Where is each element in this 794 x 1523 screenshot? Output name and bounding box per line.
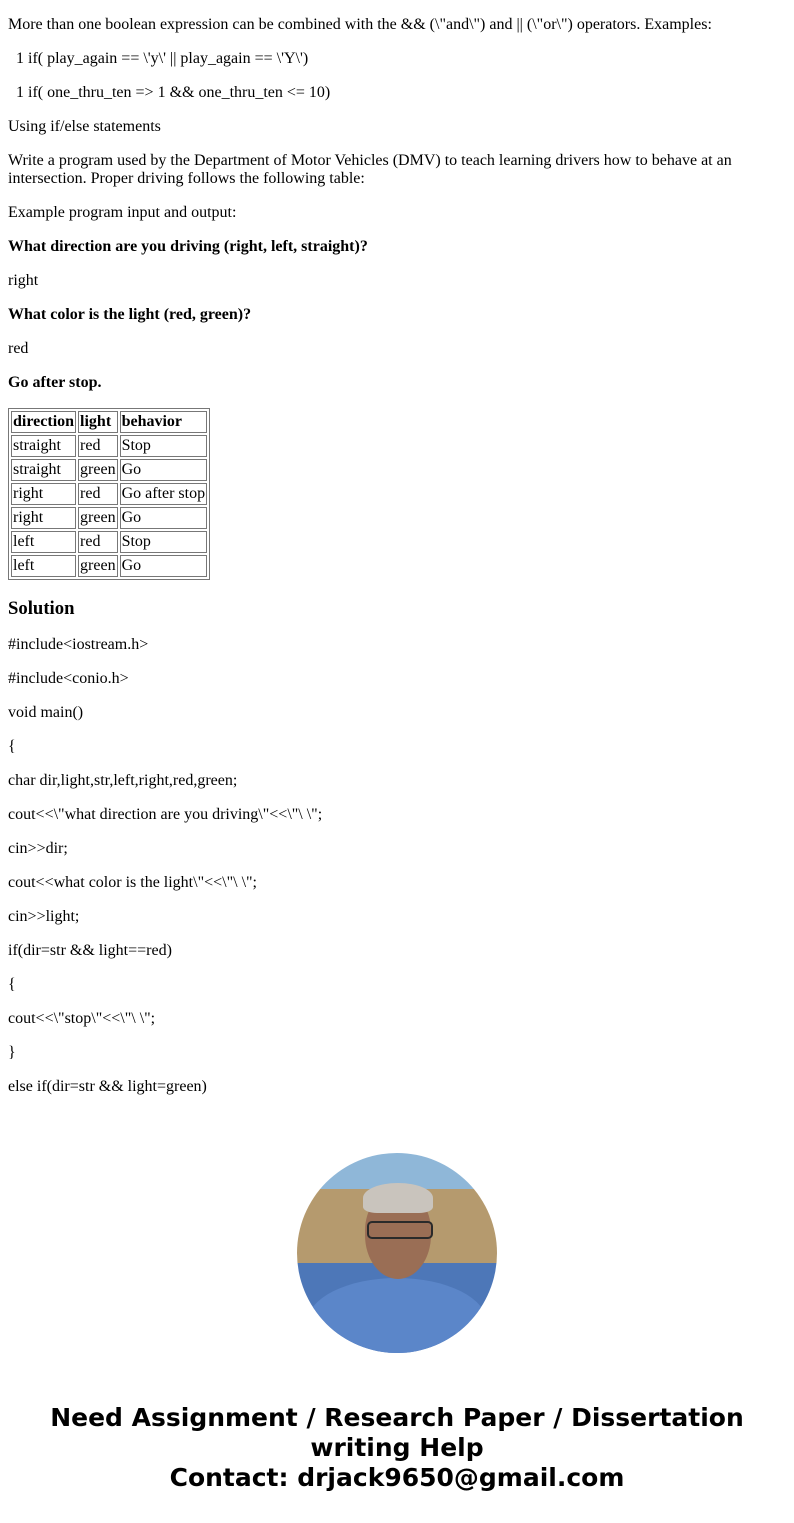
table-header-row: [11, 411, 207, 433]
code-line: else if(dir=str && light=green): [8, 1078, 207, 1095]
table-cell: right: [11, 483, 76, 505]
answer-direction: right: [8, 272, 39, 289]
promo-line-2: writing Help: [310, 1433, 484, 1462]
table-row: [11, 507, 207, 529]
code-line: }: [8, 1044, 16, 1061]
code-line: void main(): [8, 704, 84, 721]
table-cell: Go after stop: [120, 483, 208, 505]
author-avatar: [297, 1153, 497, 1353]
behavior-table: [8, 408, 210, 580]
solution-code: [8, 636, 788, 1096]
article-content: [8, 0, 788, 1122]
promo-line-1: Need Assignment / Research Paper / Dissertation: [50, 1403, 744, 1432]
code-line: {: [8, 738, 16, 755]
table-cell: Go: [120, 555, 208, 577]
table-cell: left: [11, 531, 76, 553]
intro-text: More than one boolean expression can be combined with the && (\"and\") and || (\"or\") operators. Examples:: [8, 16, 712, 33]
code-line: cin>>dir;: [8, 840, 68, 857]
table-cell: green: [78, 507, 118, 529]
ifelse-text: Using if/else statements: [8, 118, 161, 135]
example-code-2: 1 if( one_thru_ten => 1 && one_thru_ten <= 10): [16, 84, 331, 101]
code-line: char dir,light,str,left,right,red,green;: [8, 772, 238, 789]
table-row: [11, 459, 207, 481]
table-cell: left: [11, 555, 76, 577]
header-cell: direction: [11, 411, 76, 433]
question-light: What color is the light (red, green)?: [8, 306, 252, 323]
code-line: #include<conio.h>: [8, 670, 129, 687]
answer-light: red: [8, 340, 29, 357]
code-line: cin>>light;: [8, 908, 80, 925]
example-code-1: 1 if( play_again == \'y\' || play_again == \'Y\'): [16, 50, 309, 67]
table-row: [11, 483, 207, 505]
header-cell: behavior: [120, 411, 208, 433]
table-cell: red: [78, 531, 118, 553]
code-line: {: [8, 976, 16, 993]
table-cell: Go: [120, 459, 208, 481]
code-line: if(dir=str && light==red): [8, 942, 172, 959]
example-label: Example program input and output:: [8, 204, 237, 221]
table-cell: right: [11, 507, 76, 529]
table-cell: red: [78, 435, 118, 457]
table-cell: straight: [11, 435, 76, 457]
table-row: [11, 555, 207, 577]
code-line: cout<<what color is the light\"<<\"\ \";: [8, 874, 257, 891]
task-text: Write a program used by the Department of Motor Vehicles (DMV) to teach learning drivers how to behave at an intersection. Proper driving follows the following table:: [8, 152, 732, 187]
solution-heading: Solution: [8, 598, 75, 619]
table-cell: red: [78, 483, 118, 505]
contact-email: Contact: drjack9650@gmail.com: [169, 1463, 625, 1492]
table-cell: green: [78, 555, 118, 577]
table-cell: Stop: [120, 531, 208, 553]
table-cell: green: [78, 459, 118, 481]
code-line: cout<<\"stop\"<<\"\ \";: [8, 1010, 156, 1027]
table-row: [11, 531, 207, 553]
header-cell: light: [78, 411, 118, 433]
promo-footer: [0, 1403, 794, 1493]
result-text: Go after stop.: [8, 374, 102, 391]
table-cell: Stop: [120, 435, 208, 457]
code-line: #include<iostream.h>: [8, 636, 149, 653]
table-cell: Go: [120, 507, 208, 529]
table-row: [11, 435, 207, 457]
question-direction: What direction are you driving (right, left, straight)?: [8, 238, 368, 255]
code-line: cout<<\"what direction are you driving\"<<\"\ \";: [8, 806, 323, 823]
table-cell: straight: [11, 459, 76, 481]
